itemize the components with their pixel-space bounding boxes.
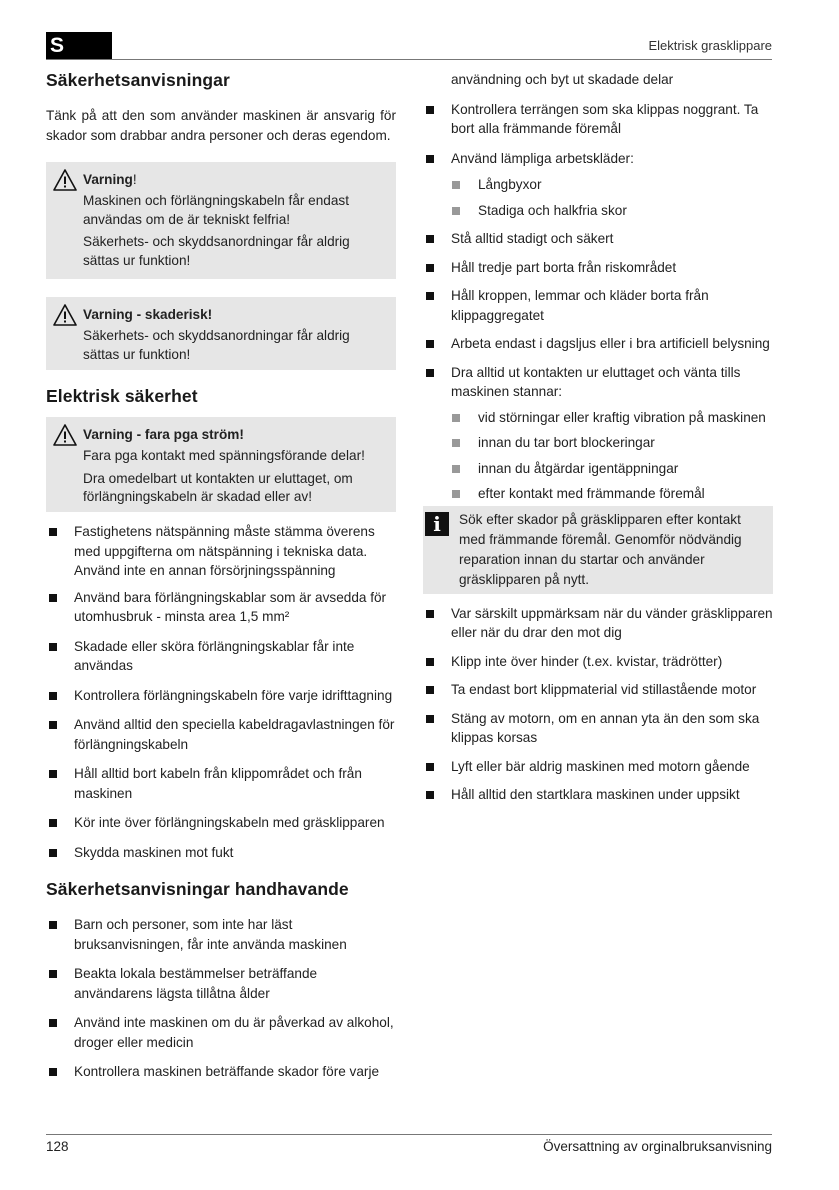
bullet-square-icon — [452, 181, 460, 189]
list-item — [46, 915, 396, 954]
list-item-text: Håll alltid bort kabeln från klippområdet och från maskinen — [74, 766, 362, 801]
bullet-square-icon — [49, 1019, 57, 1027]
bullet-square-icon — [49, 849, 57, 857]
list-item-text: Skydda maskinen mot fukt — [74, 844, 234, 860]
list-item-text: Håll alltid den startklara maskinen under uppsikt — [451, 787, 740, 802]
sublist-item-text: efter kontakt med främmande föremål — [478, 486, 705, 501]
list-item-text: Kontrollera terrängen som ska klippas noggrant. Ta bort alla främmande föremål — [451, 101, 759, 136]
list-item — [46, 964, 396, 1003]
sublist-item — [423, 484, 773, 504]
warning-text: Fara pga kontakt med spänningsförande delar! — [83, 448, 365, 463]
bullet-square-icon — [452, 207, 460, 215]
electrical-list — [46, 522, 396, 862]
bullet-square-icon — [426, 340, 434, 348]
list-item — [423, 785, 773, 805]
warning-text: Dra omedelbart ut kontakten ur eluttaget, om förlängningskabeln är skadad eller av! — [83, 470, 353, 504]
sublist-item — [423, 408, 773, 428]
warning-text: Säkerhets- och skyddsanordningar får aldrig sättas ur funktion! — [83, 328, 350, 362]
bullet-square-icon — [426, 658, 434, 666]
bullet-square-icon — [426, 791, 434, 799]
list-item — [423, 363, 773, 402]
list-item-text: Kontrollera förlängningskabeln före varje idrifttagning — [74, 687, 393, 703]
warning-triangle-icon — [53, 169, 77, 191]
list-item-text: Var särskilt uppmärksam när du vänder gräsklipparen eller när du drar den mot dig — [451, 605, 773, 640]
bullet-square-icon — [426, 610, 434, 618]
heading-handling: Säkerhetsanvisningar handhavande — [46, 879, 349, 899]
list-item — [423, 757, 773, 777]
list-item-text: Ta endast bort klippmaterial vid stillastående motor — [451, 682, 757, 697]
sublist-item-text: Långbyxor — [478, 177, 542, 192]
bullet-square-icon — [452, 439, 460, 447]
warning-title-mark: ! — [132, 172, 137, 187]
bullet-square-icon — [426, 369, 434, 377]
footer-title: Översattning av orginalbruksanvisning — [543, 1139, 772, 1154]
footer-rule — [46, 1134, 772, 1135]
intro-paragraph: Tänk på att den som använder maskinen är ansvarig för skador som drabbar andra personer och deras egendom. — [46, 108, 396, 143]
warning-text: Säkerhets- och skyddsanordningar får aldrig sättas ur funktion! — [83, 234, 350, 268]
right-list-a — [423, 100, 773, 169]
list-item — [46, 637, 396, 676]
list-item — [423, 652, 773, 672]
list-item — [46, 843, 396, 863]
list-item — [423, 100, 773, 139]
list-item-text: Håll kroppen, lemmar och kläder borta från klippaggregatet — [451, 288, 709, 323]
list-item — [423, 680, 773, 700]
warning-box-injury — [46, 297, 396, 370]
warning-title: Varning - fara pga ström! — [83, 427, 244, 442]
clothing-sublist — [423, 175, 773, 220]
list-item — [46, 588, 396, 627]
bullet-square-icon — [49, 1068, 57, 1076]
warning-text: Maskinen och förlängningskabeln får endast användas om de är tekniskt felfria! — [83, 193, 350, 227]
sublist-item-text: innan du åtgärdar igentäppningar — [478, 460, 679, 476]
list-item — [423, 604, 773, 643]
warning-box-electrical — [46, 417, 396, 512]
heading-electrical: Elektrisk säkerhet — [46, 386, 198, 406]
heading-safety: Säkerhetsanvisningar — [46, 70, 230, 90]
warning-title-text: Varning — [83, 172, 133, 187]
sublist-item-text: innan du tar bort blockeringar — [478, 435, 655, 450]
bullet-square-icon — [452, 490, 460, 498]
list-item — [423, 229, 773, 249]
info-box — [423, 506, 773, 594]
bullet-square-icon — [426, 686, 434, 694]
bullet-square-icon — [49, 921, 57, 929]
bullet-square-icon — [426, 264, 434, 272]
right-list-c — [423, 604, 773, 805]
list-item-text: Stå alltid stadigt och säkert — [451, 231, 614, 246]
list-item-text: Skadade eller sköra förlängningskablar får inte användas — [74, 638, 355, 673]
bullet-square-icon — [452, 414, 460, 422]
bullet-square-icon — [49, 528, 57, 536]
list-item-text: Kontrollera maskinen beträffande skador före varje — [74, 1064, 380, 1079]
list-item — [46, 686, 396, 706]
list-item-text: Använd lämpliga arbetskläder: — [451, 150, 634, 166]
bullet-square-icon — [426, 235, 434, 243]
list-item-text: Håll tredje part borta från riskområdet — [451, 259, 677, 275]
bullet-square-icon — [426, 106, 434, 114]
list-item-text: Använd alltid den speciella kabeldragavlastningen för förlängningskabeln — [74, 717, 395, 752]
bullet-square-icon — [49, 819, 57, 827]
page-header — [46, 32, 772, 60]
list-item — [423, 149, 773, 169]
bullet-square-icon — [426, 155, 434, 163]
sublist-item-text: Stadiga och halkfria skor — [478, 202, 627, 218]
list-item — [46, 715, 396, 754]
list-item-text: Dra alltid ut kontakten ur eluttaget och vänta tills maskinen stannar: — [451, 364, 741, 399]
list-item-text: Stäng av motorn, om en annan yta än den som ska klippas korsas — [451, 710, 760, 745]
bullet-square-icon — [49, 692, 57, 700]
right-column — [423, 70, 773, 805]
bullet-square-icon — [49, 770, 57, 778]
list-item-text: Fastighetens nätspänning måste stämma överens med uppgifterna om nätspänning i tekniska data. Använd inte en annan försörjningsspänning — [74, 524, 375, 578]
continued-text: användning och byt ut skadade delar — [451, 72, 674, 87]
bullet-square-icon — [49, 643, 57, 651]
sublist-item — [423, 459, 773, 479]
warning-box-general — [46, 162, 396, 279]
header-title: Elektrisk grasklippare — [648, 38, 772, 53]
list-item — [46, 522, 396, 581]
warning-triangle-icon — [53, 304, 77, 326]
bullet-square-icon — [426, 292, 434, 300]
list-item-text: Klipp inte över hinder (t.ex. kvistar, trädrötter) — [451, 653, 723, 669]
list-item — [46, 813, 396, 833]
bullet-square-icon — [426, 715, 434, 723]
page-number: 128 — [46, 1139, 69, 1154]
bullet-square-icon — [49, 970, 57, 978]
list-item — [46, 1062, 396, 1082]
list-item-text: Kör inte över förlängningskabeln med gräsklipparen — [74, 815, 385, 830]
sublist-item — [423, 201, 773, 221]
language-badge: S — [46, 32, 112, 59]
warning-triangle-icon — [53, 424, 77, 446]
warning-title: Varning - skaderisk! — [83, 307, 213, 322]
bullet-square-icon — [426, 763, 434, 771]
list-item — [423, 709, 773, 748]
list-item-text: Arbeta endast i dagsljus eller i bra artificiell belysning — [451, 336, 770, 351]
info-icon: i — [425, 512, 449, 536]
list-item — [423, 286, 773, 325]
list-item — [46, 1013, 396, 1052]
sublist-item — [423, 433, 773, 453]
list-item-text: Barn och personer, som inte har läst bruksanvisningen, får inte använda maskinen — [74, 917, 347, 952]
list-item-text: Lyft eller bär aldrig maskinen med motorn gående — [451, 758, 750, 774]
left-column — [46, 70, 396, 1082]
list-item — [46, 764, 396, 803]
list-item — [423, 258, 773, 278]
warning-title — [83, 170, 386, 190]
bullet-square-icon — [49, 594, 57, 602]
stop-sublist — [423, 408, 773, 504]
sublist-item — [423, 175, 773, 195]
info-text: Sök efter skador på gräsklipparen efter kontakt med främmande föremål. Genomför nödvändig reparation innan du startar och använder gräsklipparen på nytt. — [459, 511, 742, 587]
sublist-item-text: vid störningar eller kraftig vibration på maskinen — [478, 409, 766, 425]
header-rule — [46, 59, 772, 60]
list-item-text: Använd inte maskinen om du är påverkad av alkohol, droger eller medicin — [74, 1015, 394, 1050]
list-item-text: Beakta lokala bestämmelser beträffande användarens lägsta tillåtna ålder — [74, 966, 318, 1001]
bullet-square-icon — [49, 721, 57, 729]
list-item — [423, 334, 773, 354]
handling-list — [46, 915, 396, 1082]
right-list-b — [423, 229, 773, 402]
list-item-text: Använd bara förlängningskablar som är avsedda för utomhusbruk - minsta area 1,5 mm² — [74, 589, 387, 624]
bullet-square-icon — [452, 465, 460, 473]
